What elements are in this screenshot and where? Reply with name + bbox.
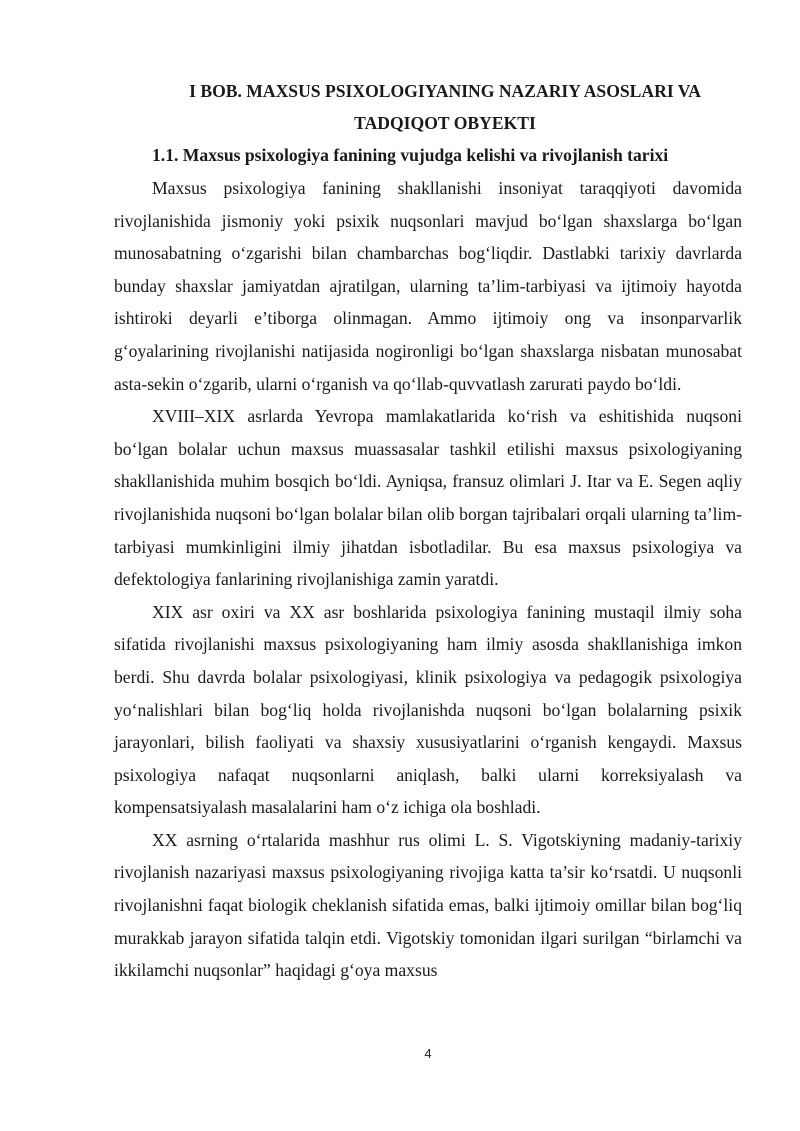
paragraph: XIX asr oxiri va XX asr boshlarida psixologiya fanining mustaqil ilmiy soha sifatida rivojlanishi maxsus psixologiyaning ham ilmiy asosda shakllanishiga imkon berdi. Shu davrda bolalar psixologiyasi, klinik psixologiya va pedagogik psixologiya yo‘nalishlari bilan bog‘liq holda rivojlanishda nuqsoni bo‘lgan bolalarning psixik jarayonlari, bilish faoliyati va shaxsiy xususiyatlarini o‘rganish kengaydi. Maxsus psixologiya nafaqat nuqsonlarni aniqlash, balki ularni korreksiyalash va kompensatsiyalash masalalarini ham o‘z ichiga ola boshladi. — [114, 601, 742, 818]
chapter-title: I BOB. MAXSUS PSIXOLOGIYANING NAZARIY ASOSLARI VA TADQIQOT OBYEKTI — [189, 81, 701, 133]
paragraph: XVIII–XIX asrlarda Yevropa mamlakatlarida ko‘rish va eshitishida nuqsoni bo‘lgan bolalar uchun maxsus muassasalar tashkil etilishi maxsus psixologiyaning shakllanishida muhim bosqich bo‘ldi. Ayniqsa, fransuz olimlari J. Itar va E. Segen aqliy rivojlanishida nuqsoni bo‘lgan bolalar bilan olib borgan tajribalari orqali ularning ta’lim-tarbiyasi mumkinligini ilmiy jihatdan isbotladilar. Bu esa maxsus psixologiya va defektologiya fanlarining rivojlanishiga zamin yaratdi. — [114, 406, 742, 590]
section-title: 1.1. Maxsus psixologiya fanining vujudga kelishi va rivojlanish tarixi — [152, 145, 669, 165]
paragraph: XX asrning o‘rtalarida mashhur rus olimi L. S. Vigotskiyning madaniy-tarixiy rivojlanish nazariyasi maxsus psixologiyaning rivojiga katta ta’sir ko‘rsatdi. U nuqsonli rivojlanishni faqat biologik cheklanish sifatida emas, balki ijtimoiy omillar bilan bog‘liq murakkab jarayon sifatida talqin etdi. Vigotskiy tomonidan ilgari surilgan “birlamchi va ikkilamchi nuqsonlar” haqidagi g‘oya maxsus — [114, 829, 742, 981]
paragraph: Maxsus psixologiya fanining shakllanishi insoniyat taraqqiyoti davomida rivojlanishida jismoniy yoki psixik nuqsonlari mavjud bo‘lgan shaxslarga bo‘lgan munosabatning o‘zgarishi bilan chambarchas bog‘liqdir. Dastlabki tarixiy davrlarda bunday shaxslar jamiyatdan ajratilgan, ularning ta’lim-tarbiyasi va ijtimoiy hayotda ishtiroki deyarli e’tiborga olinmagan. Ammo ijtimoiy ong va insonparvarlik g‘oyalarining rivojlanishi natijasida nogironligi bo‘lgan shaxslarga nisbatan munosabat asta-sekin o‘zgarib, ularni o‘rganish va qo‘llab-quvvatlash zarurati paydo bo‘ldi. — [114, 178, 742, 394]
page-number: 4 — [424, 1046, 432, 1061]
body-text — [114, 172, 742, 987]
